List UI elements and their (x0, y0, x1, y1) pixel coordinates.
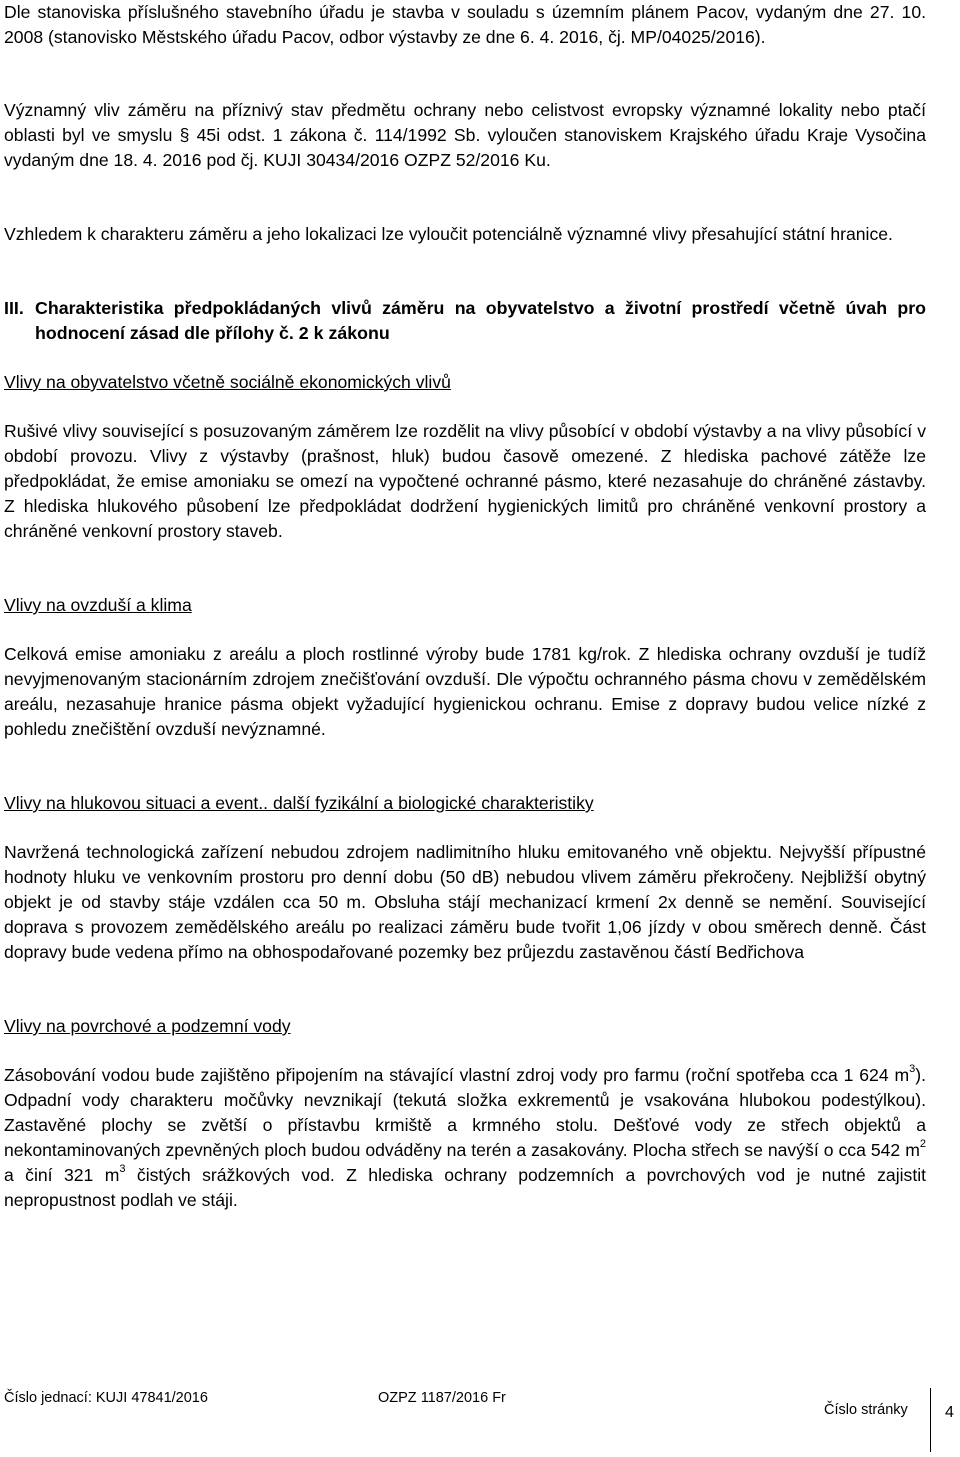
subheading-population (4, 370, 926, 395)
subheading-text: Vlivy na obyvatelstvo včetně sociálně ekonomických vlivů (4, 372, 451, 392)
paragraph-population (4, 419, 926, 544)
subheading-text: Vlivy na ovzduší a klima (4, 595, 192, 615)
paragraph-text: Významný vliv záměru na příznivý stav předmětu ochrany nebo celistvost evropsky významné lokality nebo ptačí oblasti byl ve smyslu § 45i odst. 1 zákona č. 114/1992 Sb. vyloučen stanoviskem Krajského úřadu Kraje Vysočina vydaným dne 18. 4. 2016 pod čj. KUJI 30434/2016 OZPZ 52/2016 Ku. (4, 100, 926, 170)
subheading-noise (4, 791, 926, 816)
paragraph-natura (4, 98, 926, 173)
page-number: 4 (945, 1404, 954, 1421)
paragraph-text: Vzhledem k charakteru záměru a jeho lokalizaci lze vyloučit potenciálně významné vlivy přesahující státní hranice. (4, 224, 893, 244)
paragraph-air (4, 642, 926, 742)
footer-divider (930, 1388, 931, 1452)
file-code: OZPZ 1187/2016 Fr (378, 1390, 506, 1406)
paragraph-text: Navržená technologická zařízení nebudou zdrojem nadlimitního hluku emitovaného vně objektu. Nejvyšší přípustné hodnoty hluku ve venkovním prostoru pro denní dobu (50 dB) nebudou vlivem záměru překročeny. Nejbližší obytný objekt je od stavby stáje vzdálen cca 50 m. Obsluha stájí mechanizací krmení 2x denně se nemění. Související doprava s provozem zemědělského areálu po realizaci záměru bude tvořit 1,06 jízdy v obou směrech denně. Část dopravy bude vedena přímo na obhospodařované pozemky bez průjezdu zastavěnou částí Bedřichova (4, 842, 926, 962)
subheading-text: Vlivy na hlukovou situaci a event.. další fyzikální a biologické charakteristiky (4, 793, 594, 813)
paragraph-zoning (4, 0, 926, 50)
paragraph-text: Dle stanoviska příslušného stavebního úřadu je stavba v souladu s územním plánem Pacov, vydaným dne 27. 10. 2008 (stanovisko Městského úřadu Pacov, odbor výstavby ze dne 6. 4. 2016, čj. MP/04025/2016). (4, 2, 926, 47)
page-footer (4, 1390, 960, 1450)
reference-number: Číslo jednací: KUJI 47841/2016 (4, 1390, 208, 1406)
paragraph-water (4, 1063, 926, 1213)
subheading-text: Vlivy na povrchové a podzemní vody (4, 1016, 291, 1036)
section-title: Charakteristika předpokládaných vlivů záměru na obyvatelstvo a životní prostředí včetně úvah pro hodnocení zásad dle přílohy č. 2 k zákonu (35, 298, 926, 343)
page-label: Číslo stránky (824, 1402, 908, 1418)
section-heading-iii (4, 296, 926, 346)
subheading-water (4, 1014, 926, 1039)
subheading-air (4, 593, 926, 618)
paragraph-text: Celková emise amoniaku z areálu a ploch rostlinné výroby bude 1781 kg/rok. Z hlediska ochrany ovzduší je tudíž nevyjmenovaným stacionárním zdrojem znečišťování ovzduší. Dle výpočtu ochranného pásma chovu v zemědělském areálu, nezasahuje hranice pásma objekt vyžadující hygienickou ochranu. Emise z dopravy budou velice nízké z pohledu znečištění ovzduší nevýznamné. (4, 644, 926, 739)
paragraph-noise (4, 840, 926, 965)
paragraph-text: Rušivé vlivy související s posuzovaným záměrem lze rozdělit na vlivy působící v období výstavby a na vlivy působící v období provozu. Vlivy z výstavby (prašnost, hluk) budou časově omezené. Z hlediska pachové zátěže lze předpokládat, že emise amoniaku se omezí na vypočtené ochranné pásmo, které nezasahuje do chráněné zástavby. Z hlediska hlukového působení lze předpokládat dodržení hygienických limitů pro chráněné venkovní prostory a chráněné venkovní prostory staveb. (4, 421, 926, 541)
section-number: III. (4, 298, 24, 318)
paragraph-text: Zásobování vodou bude zajištěno připojením na stávající vlastní zdroj vody pro farmu (roční spotřeba cca 1 624 $m^3$). Odpadní vody charakteru močůvky nevznikají (tekutá složka exkrementů je vsakována hlubokou podestýlkou). Zastavěné plochy se zvětší o přístavbu krmiště a krmného stolu. Dešťové vody ze střech objektů a nekontaminovaných zpevněných ploch budou odváděny na terén a zasakovány. Plocha střech se navýší o cca 542 $m^2$ a činí 321 $m^3$ čistých srážkových vod. Z hlediska ochrany podzemních a povrchových vod je nutné zajistit nepropustnost podlah ve stáji. (4, 1063, 927, 1210)
paragraph-transboundary (4, 222, 926, 247)
